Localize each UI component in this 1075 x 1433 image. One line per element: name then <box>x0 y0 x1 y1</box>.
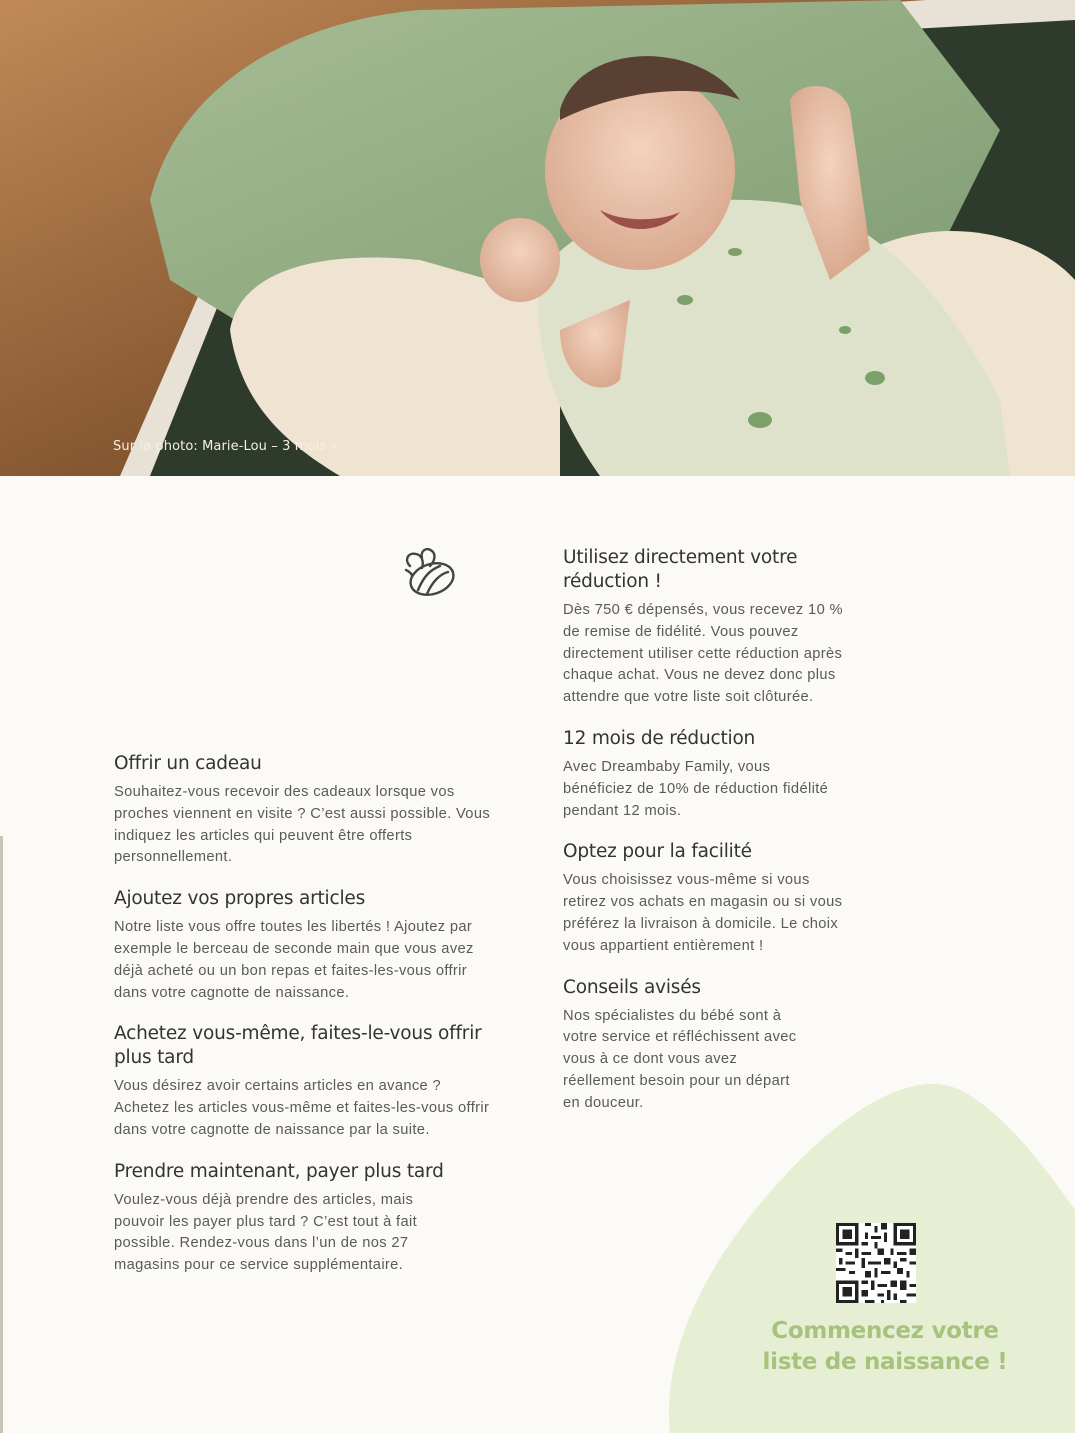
section-title: Achetez vous-même, faites-le-vous offrir plus tard <box>114 1023 482 1069</box>
section-body: Vous choisissez vous-même si vous retirez vos achats en magasin ou si vous préférez la livraison à domicile. Le choix vous appartient entièrement ! <box>563 872 843 954</box>
right-column <box>563 546 843 1133</box>
qr-code-icon[interactable] <box>836 1223 916 1303</box>
section-12-mois <box>563 727 843 822</box>
section-body: Dès 750 € dépensés, vous recevez 10 % de remise de fidélité. Vous pouvez directement utiliser cette réduction après chaque achat. Vous ne devez donc plus attendre que votre liste soit clôturée. <box>563 602 843 706</box>
cta-line-1: Commencez votre <box>771 1318 999 1344</box>
left-column <box>114 752 504 1295</box>
section-facilite <box>563 840 843 957</box>
cta-start-list[interactable] <box>740 1316 1030 1378</box>
page-edge-divider <box>0 836 3 1433</box>
cta-line-2: liste de naissance ! <box>762 1349 1008 1375</box>
hero-photo <box>0 0 1075 476</box>
section-title: Utilisez directement votre réduction ! <box>563 547 798 592</box>
section-body: Notre liste vous offre toutes les libertés ! Ajoutez par exemple le berceau de seconde main que vous avez déjà acheté ou un bon repas et faites-les-vous offrir dans votre cagnotte de naissance. <box>114 919 474 1001</box>
section-body: Nos spécialistes du bébé sont à votre service et réfléchissent avec vous à ce dont vous avez réellement besoin pour un départ en douceur. <box>563 1007 797 1111</box>
section-title: Ajoutez vos propres articles <box>114 888 366 910</box>
section-offrir-cadeau <box>114 752 504 869</box>
section-title: 12 mois de réduction <box>563 727 756 749</box>
section-title: Prendre maintenant, payer plus tard <box>114 1160 444 1182</box>
section-body: Voulez-vous déjà prendre des articles, mais pouvoir les payer plus tard ? C’est tout à fait possible. Rendez-vous dans l’un de nos 27 magasins pour ce service supplémentaire. <box>114 1191 418 1274</box>
section-achetez-vous-meme <box>114 1022 496 1141</box>
bee-icon <box>400 546 460 600</box>
section-reduction <box>563 546 843 709</box>
section-payer-plus-tard <box>114 1160 459 1277</box>
section-title: Optez pour la facilité <box>563 841 752 863</box>
section-body: Souhaitez-vous recevoir des cadeaux lorsque vos proches viennent en visite ? C’est aussi possible. Vous indiquez les articles qui peuvent être offerts personnellement. <box>114 784 491 866</box>
baby-photo-illustration <box>0 0 1075 476</box>
section-propres-articles <box>114 887 494 1004</box>
section-body: Avec Dreambaby Family, vous bénéficiez de 10% de réduction fidélité pendant 12 mois. <box>563 758 829 819</box>
section-body: Vous désirez avoir certains articles en avance ? Achetez les articles vous-même et faites-les-vous offrir dans votre cagnotte de naissance par la suite. <box>114 1078 490 1138</box>
section-title: Conseils avisés <box>563 976 701 998</box>
photo-caption: Sur la photo: Marie-Lou – 3 mois » <box>113 439 339 454</box>
section-title: Offrir un cadeau <box>114 753 262 774</box>
